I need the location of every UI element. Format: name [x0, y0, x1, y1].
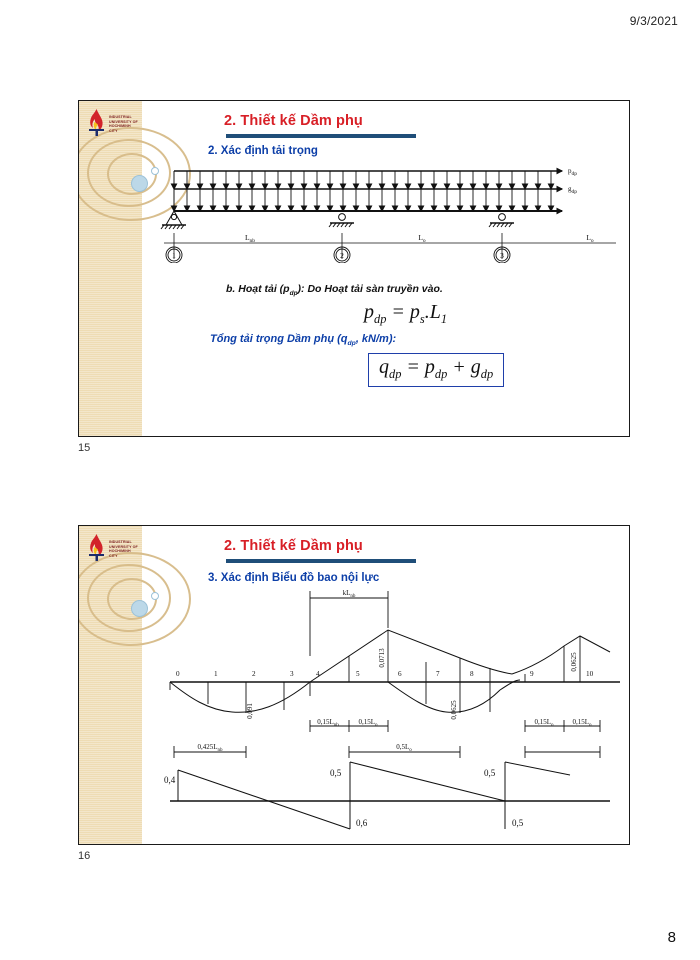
slide-side-decoration: [79, 101, 142, 436]
formula-pdp-lhs: p: [364, 301, 374, 323]
load-label-p: $p_{dp}$: [568, 167, 577, 177]
total-load-label-sub: dp: [347, 340, 356, 348]
formula-pdp-rhs1-sub: s: [419, 312, 425, 326]
formula-pdp-rhs2: L: [429, 301, 441, 323]
slide-title: 2. Thiết kế Dầm phụ: [224, 538, 363, 554]
formula-qdp-lhs-sub: dp: [389, 367, 402, 381]
shear-value-05c: 0,5: [512, 818, 524, 828]
dimension-label-015Lnb: $0,15L_{nb}$: [317, 718, 339, 728]
moment-value-00625-support: 0,0625: [450, 700, 458, 720]
formula-pdp-rhs2-sub: 1: [440, 312, 448, 326]
moment-positive-curve-span2: [512, 636, 610, 674]
load-label-g: $g_{dp}$: [568, 185, 577, 195]
formula-qdp-equals: =: [406, 356, 420, 378]
dimension-label-015Lo-a: $0,15L_o$: [358, 718, 378, 728]
total-load-label: [210, 333, 396, 347]
slide-side-decoration: [79, 526, 142, 844]
support-number-2: 2: [340, 251, 344, 260]
slide-subtitle: 2. Xác định tải trọng: [208, 145, 318, 157]
beam-load-diagram: [154, 163, 624, 263]
span-label-2: $L_o$: [418, 233, 426, 244]
formula-qdp: [379, 356, 493, 382]
shear-value-06: 0,6: [356, 818, 368, 828]
live-load-heading-label: b. Hoạt tải (p: [226, 283, 290, 295]
logo-wordmark: [109, 540, 139, 558]
live-load-heading-sub: dp: [289, 290, 298, 298]
station-number-6: 6: [398, 670, 402, 678]
slide-content-area: [142, 526, 629, 844]
station-number-4: 4: [316, 670, 320, 678]
moment-value-00625-span: 0,0625: [570, 652, 578, 672]
station-number-7: 7: [436, 670, 440, 678]
moment-positive-curve-span1: [310, 630, 512, 682]
page-footer-number: 8: [667, 929, 676, 946]
span-label-1: $L_{nb}$: [244, 233, 256, 244]
slide-content-area: [142, 101, 629, 436]
flame-icon: [87, 534, 106, 561]
logo-line-3: HOCHIMINH CITY: [109, 549, 131, 558]
moment-negative-curve-span1: [170, 682, 310, 712]
logo-wordmark: [109, 115, 139, 133]
moment-value-0091: 0,091: [246, 703, 254, 719]
iuh-logo: [85, 534, 139, 568]
formula-qdp-rhs2: g: [470, 356, 481, 378]
formula-pdp-lhs-sub: dp: [374, 312, 387, 326]
live-load-heading: [226, 283, 443, 297]
slide-16: [78, 525, 630, 845]
formula-qdp-plus: +: [452, 356, 466, 378]
formula-qdp-lhs: q: [379, 356, 389, 378]
title-underline: [226, 559, 416, 563]
slide-title: 2. Thiết kế Dầm phụ: [224, 113, 363, 129]
document-date: 9/3/2021: [629, 14, 678, 28]
moment-value-00713: 0,0713: [378, 648, 386, 668]
station-number-8: 8: [470, 670, 474, 678]
formula-pdp-dot: .: [424, 301, 430, 323]
slide-number-15: 15: [78, 442, 91, 454]
logo-line-2: UNIVERSITY OF: [109, 544, 138, 549]
logo-line-1: INDUSTRIAL: [109, 115, 132, 119]
station-number-0: 0: [176, 670, 180, 678]
dimension-label-015Lo-c: $0,15L_o$: [572, 718, 592, 728]
top-dimension-label: $kL_{nb}$: [342, 589, 356, 599]
formula-qdp-rhs2-sub: dp: [480, 367, 494, 381]
title-underline: [226, 134, 416, 138]
formula-pdp-rhs1: p: [409, 301, 420, 323]
support-number-3: 3: [500, 251, 504, 260]
shear-value-05b: 0,5: [484, 768, 496, 778]
dimension-label-015Lo-b: $0,15L_o$: [534, 718, 554, 728]
span-label-3: $L_o$: [586, 233, 594, 244]
total-load-label-rest: , kN/m):: [355, 333, 397, 345]
iuh-logo: [85, 109, 139, 143]
flame-icon: [87, 109, 106, 136]
formula-qdp-box: [368, 353, 504, 387]
slide-15: [78, 100, 630, 437]
formula-qdp-rhs1: p: [424, 356, 435, 378]
total-load-label-text: Tổng tải trọng Dầm phụ (q: [210, 333, 348, 345]
logo-line-3: HOCHIMINH CITY: [109, 124, 131, 133]
internal-force-envelope-diagram: [160, 586, 630, 831]
logo-line-2: UNIVERSITY OF: [109, 119, 138, 124]
dimension-label-05Lo: $0,5L_o$: [396, 743, 412, 753]
station-number-9: 9: [530, 670, 534, 678]
station-number-3: 3: [290, 670, 294, 678]
shear-value-04: 0,4: [164, 775, 176, 785]
formula-pdp-equals: =: [391, 301, 405, 323]
formula-pdp: [364, 301, 447, 327]
logo-line-1: INDUSTRIAL: [109, 540, 132, 544]
live-load-heading-rest: ): Do Hoạt tải sàn truyền vào.: [297, 283, 443, 295]
station-number-1: 1: [214, 670, 218, 678]
shear-value-05a: 0,5: [330, 768, 342, 778]
formula-qdp-rhs1-sub: dp: [434, 367, 448, 381]
slide-number-16: 16: [78, 850, 91, 862]
station-number-10: 10: [586, 670, 594, 678]
support-number-1: 1: [172, 251, 176, 260]
dimension-label-0425Lnb: $0,425L_{nb}$: [197, 743, 223, 753]
station-number-2: 2: [252, 670, 256, 678]
station-number-5: 5: [356, 670, 360, 678]
slide-subtitle: 3. Xác định Biểu đồ bao nội lực: [208, 572, 380, 584]
